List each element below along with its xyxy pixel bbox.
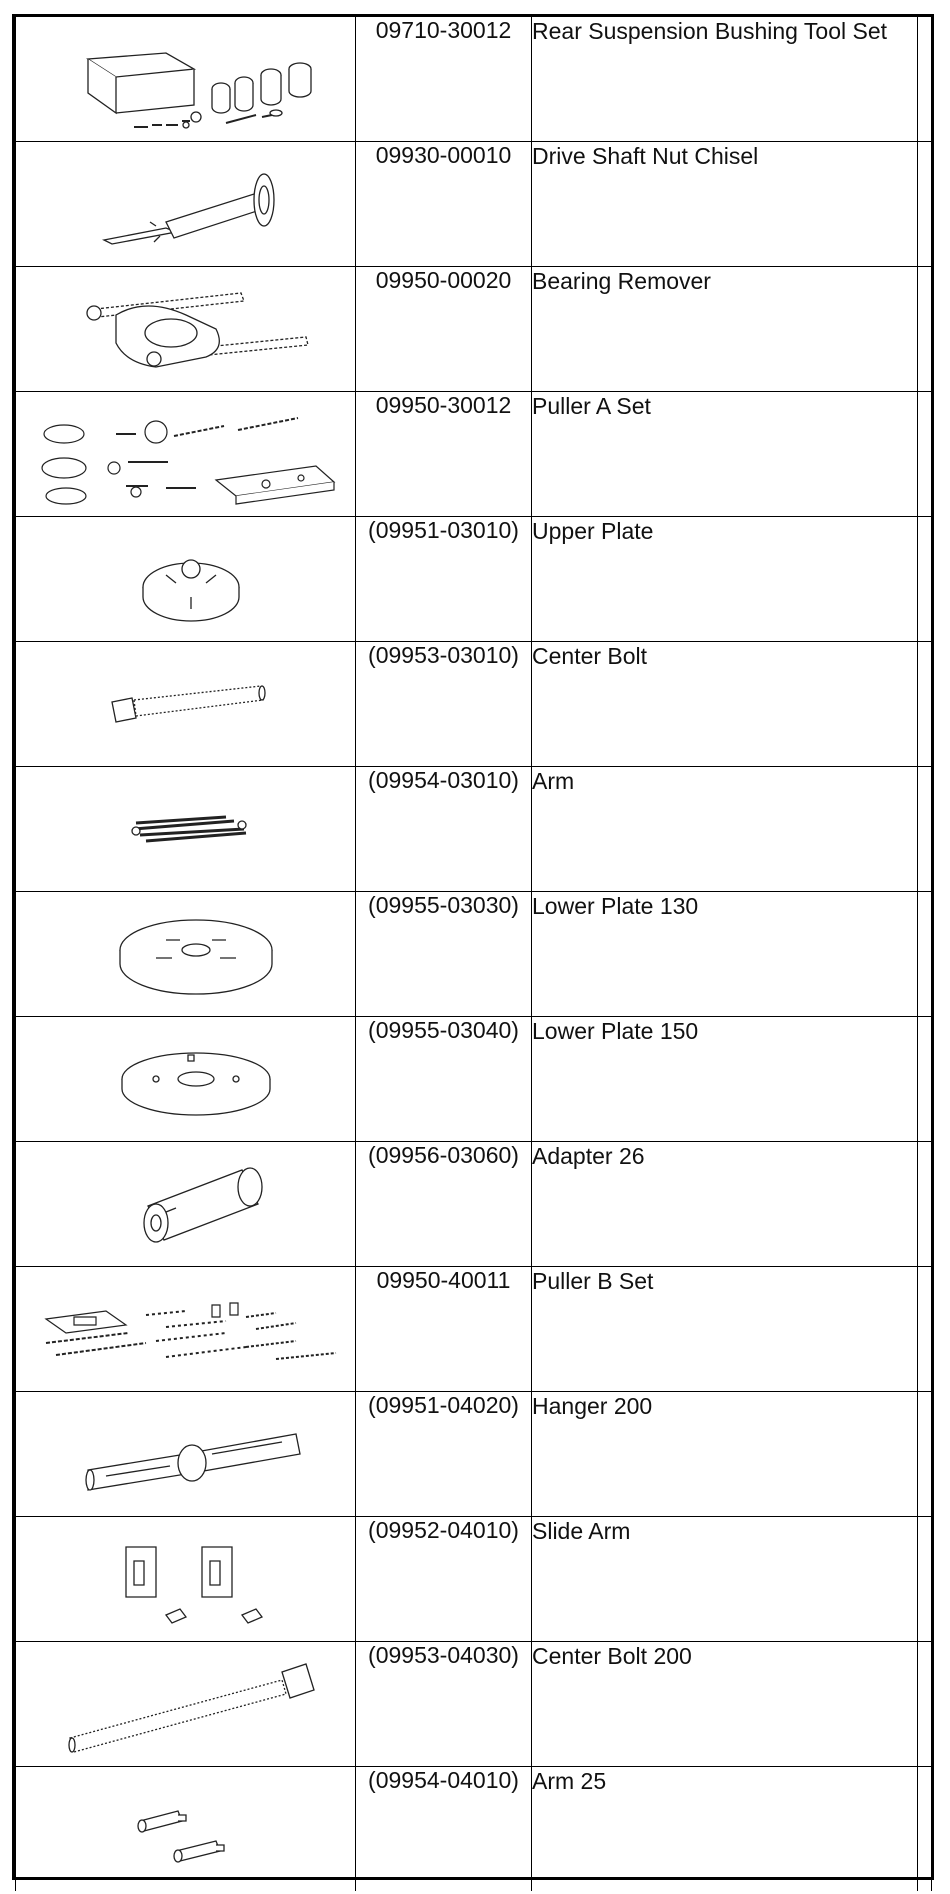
tool-name: Puller B Set — [532, 1267, 918, 1392]
slide-arm-icon — [16, 1517, 356, 1641]
table-row — [16, 1392, 932, 1517]
tool-name: Center Bolt 200 — [532, 1642, 918, 1767]
puller-set-icon — [16, 1267, 356, 1391]
center-bolt-icon — [16, 642, 356, 766]
tool-name: Hanger 200 — [532, 1392, 918, 1517]
part-number: 09950-30012 — [356, 392, 532, 517]
tool-name: Rear Suspension Bushing Tool Set — [532, 17, 918, 142]
table-row — [16, 267, 932, 392]
table-row — [16, 1017, 932, 1142]
tool-name: Center Bolt — [532, 642, 918, 767]
arm-pair-icon — [16, 1767, 356, 1891]
part-number: (09951-04020) — [356, 1392, 532, 1517]
tool-name: Bearing Remover — [532, 267, 918, 392]
table-row — [16, 17, 932, 142]
table-row — [16, 517, 932, 642]
part-number: 09950-40011 — [356, 1267, 532, 1392]
part-number: (09953-03010) — [356, 642, 532, 767]
table-row — [16, 142, 932, 267]
tool-name: Lower Plate 150 — [532, 1017, 918, 1142]
part-number: (09955-03030) — [356, 892, 532, 1017]
lower-plate-icon — [16, 1017, 356, 1141]
part-number: (09954-03010) — [356, 767, 532, 892]
table-row — [16, 1767, 932, 1892]
part-number: (09954-04010) — [356, 1767, 532, 1892]
tool-list-page — [12, 14, 934, 1880]
special-tools-table — [15, 17, 932, 1891]
tool-name: Lower Plate 130 — [532, 892, 918, 1017]
part-number: 09930-00010 — [356, 142, 532, 267]
table-row — [16, 1517, 932, 1642]
table-row — [16, 892, 932, 1017]
tool-name: Upper Plate — [532, 517, 918, 642]
hanger-icon — [16, 1392, 356, 1516]
part-number: (09952-04010) — [356, 1517, 532, 1642]
upper-plate-icon — [16, 517, 356, 641]
part-number: (09953-04030) — [356, 1642, 532, 1767]
table-row — [16, 767, 932, 892]
table-row — [16, 1267, 932, 1392]
part-number: (09956-03060) — [356, 1142, 532, 1267]
tool-name: Adapter 26 — [532, 1142, 918, 1267]
tool-name: Arm 25 — [532, 1767, 918, 1892]
center-bolt-long-icon — [16, 1642, 356, 1766]
arm-set-icon — [16, 767, 356, 891]
puller-set-icon — [16, 392, 356, 516]
table-row — [16, 642, 932, 767]
chisel-icon — [16, 142, 356, 266]
lower-plate-icon — [16, 892, 356, 1016]
table-row — [16, 392, 932, 517]
tool-name: Slide Arm — [532, 1517, 918, 1642]
table-row — [16, 1142, 932, 1267]
tool-name: Drive Shaft Nut Chisel — [532, 142, 918, 267]
part-number: 09710-30012 — [356, 17, 532, 142]
part-number: (09951-03010) — [356, 517, 532, 642]
tool-name: Arm — [532, 767, 918, 892]
table-row — [16, 1642, 932, 1767]
bushing-tool-set-icon — [16, 17, 356, 141]
bearing-remover-icon — [16, 267, 356, 391]
tool-name: Puller A Set — [532, 392, 918, 517]
adapter-icon — [16, 1142, 356, 1266]
part-number: 09950-00020 — [356, 267, 532, 392]
part-number: (09955-03040) — [356, 1017, 532, 1142]
